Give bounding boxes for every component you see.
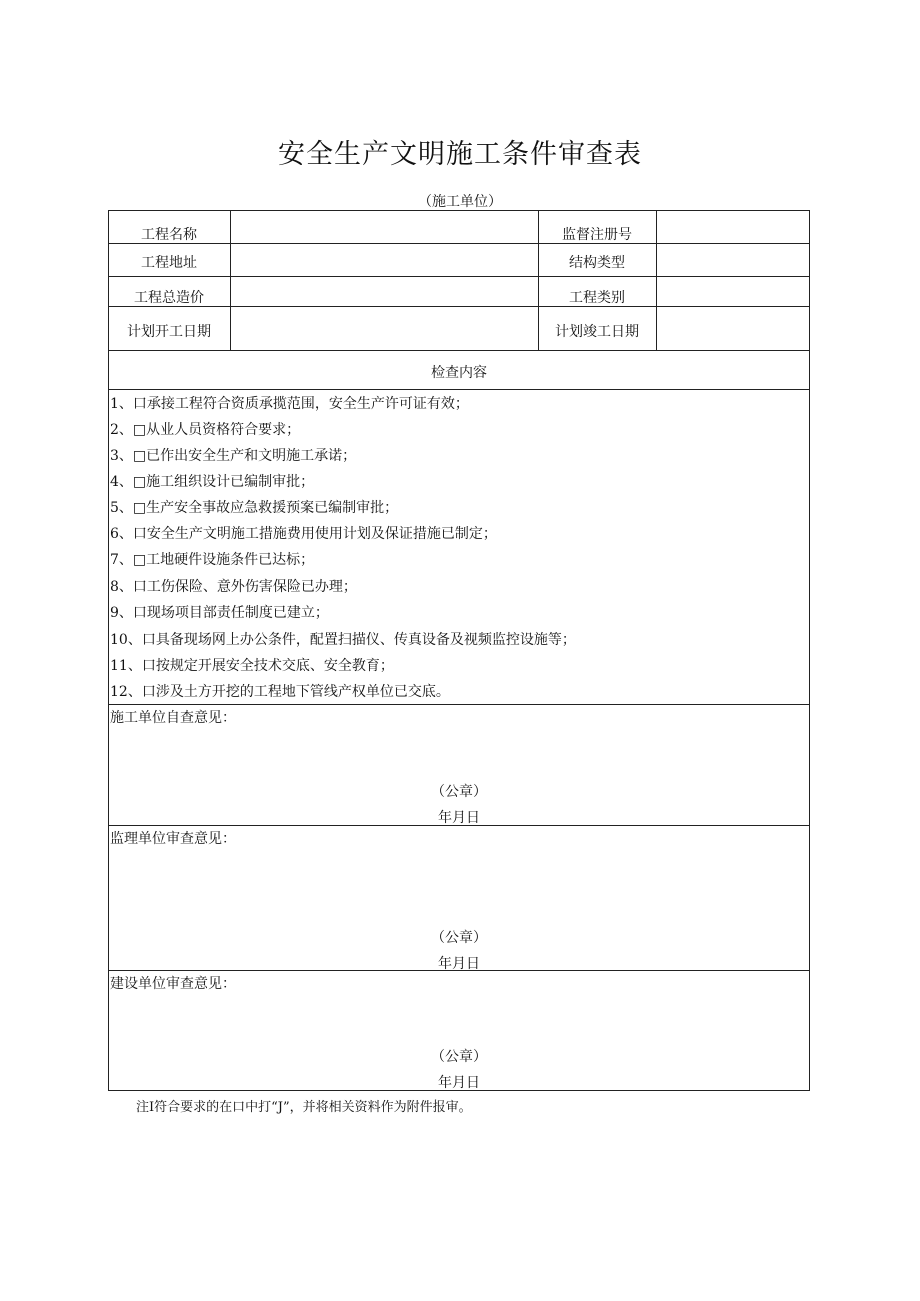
check-item: 4、□施工组织设计已编制审批； bbox=[110, 474, 315, 490]
owner-review-field[interactable] bbox=[112, 996, 802, 1042]
owner-review-label: 建设单位审查意见： bbox=[110, 976, 236, 992]
column-divider bbox=[230, 210, 231, 350]
check-item: 11、口按规定开展安全技术交底、安全教育； bbox=[110, 658, 394, 674]
check-item: 9、口现场项目部责任制度已建立； bbox=[110, 605, 329, 621]
planned-start-date-label: 计划开工日期 bbox=[127, 324, 211, 340]
supervisor-seal: （公章） bbox=[431, 930, 487, 946]
check-content-header: 检查内容 bbox=[431, 365, 487, 381]
total-cost-label: 工程总造价 bbox=[134, 290, 204, 306]
column-divider bbox=[656, 210, 657, 350]
contractor-self-check-label: 施工单位自查意见： bbox=[110, 710, 236, 726]
contractor-self-check-field[interactable] bbox=[112, 730, 802, 776]
check-item: 8、口工伤保险、意外伤害保险已办理； bbox=[110, 579, 357, 595]
row-divider bbox=[108, 389, 810, 390]
structure-type-field[interactable] bbox=[662, 252, 804, 270]
project-address-label: 工程地址 bbox=[141, 255, 197, 271]
project-address-field[interactable] bbox=[236, 252, 532, 270]
check-item: 6、口安全生产文明施工措施费用使用计划及保证措施已制定； bbox=[110, 526, 497, 542]
footnote: 注I符合要求的在口中打“J”，并将相关资料作为附件报审。 bbox=[136, 1100, 472, 1115]
supervisor-review-label: 监理单位审查意见： bbox=[110, 831, 236, 847]
check-item: 1、口承接工程符合资质承揽范围，安全生产许可证有效； bbox=[110, 396, 469, 412]
supervisor-review-field[interactable] bbox=[112, 852, 802, 922]
project-category-label: 工程类别 bbox=[569, 290, 625, 306]
contractor-date: 年月日 bbox=[438, 810, 480, 826]
owner-seal: （公章） bbox=[431, 1049, 487, 1065]
check-item: 10、口具备现场网上办公条件，配置扫描仪、传真设备及视频监控设施等； bbox=[110, 632, 576, 648]
project-category-field[interactable] bbox=[662, 285, 804, 303]
owner-date: 年月日 bbox=[438, 1075, 480, 1091]
check-item: 3、□已作出安全生产和文明施工承诺； bbox=[110, 448, 357, 464]
project-name-field[interactable] bbox=[236, 224, 532, 242]
row-divider bbox=[108, 704, 810, 705]
row-divider bbox=[108, 350, 810, 351]
page-subtitle: （施工单位） bbox=[418, 194, 502, 210]
supervision-registration-field[interactable] bbox=[662, 224, 804, 242]
supervision-registration-label: 监督注册号 bbox=[562, 227, 632, 243]
planned-completion-date-field[interactable] bbox=[662, 320, 804, 338]
check-item: 5、□生产安全事故应急救援预案已编制审批； bbox=[110, 500, 399, 516]
total-cost-field[interactable] bbox=[236, 285, 532, 303]
planned-start-date-field[interactable] bbox=[236, 320, 532, 338]
row-divider bbox=[108, 276, 810, 277]
check-item: 12、口涉及土方开挖的工程地下管线产权单位已交底。 bbox=[110, 684, 450, 700]
planned-completion-date-label: 计划竣工日期 bbox=[555, 324, 639, 340]
page-title: 安全生产文明施工条件审查表 bbox=[278, 139, 642, 170]
project-name-label: 工程名称 bbox=[141, 227, 197, 243]
structure-type-label: 结构类型 bbox=[569, 255, 625, 271]
contractor-seal: （公章） bbox=[431, 784, 487, 800]
check-item: 7、□工地硬件设施条件已达标； bbox=[110, 552, 315, 568]
check-item: 2、□从业人员资格符合要求； bbox=[110, 422, 301, 438]
supervisor-date: 年月日 bbox=[438, 956, 480, 972]
